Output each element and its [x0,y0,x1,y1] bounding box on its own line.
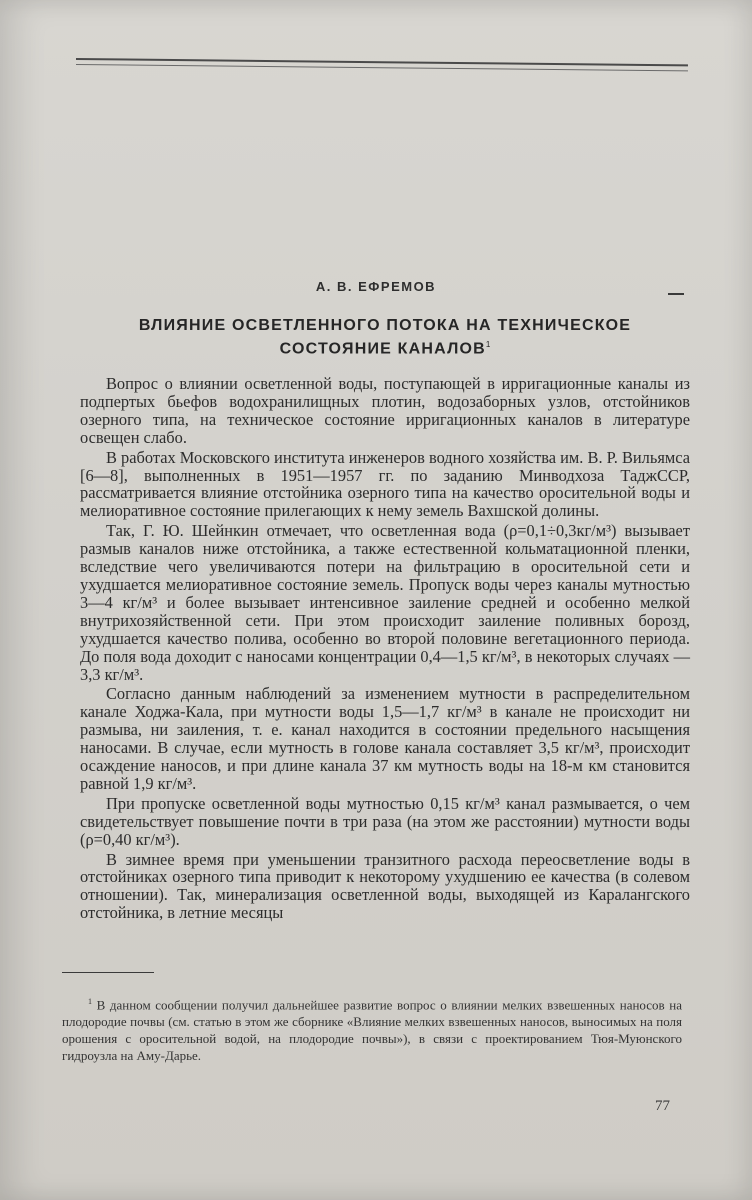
article-author: А. В. ЕФРЕМОВ [315,279,437,294]
page-number: 77 [655,1098,670,1114]
paragraph: Вопрос о влиянии осветленной воды, поступающей в ирригационные каналы из подпертых бьефов водохранилищных плотин, водозаборных узлов, отстойников озерного типа, на техническое состояние ирригационных каналов в литературе освещен слабо. [80,374,690,447]
paragraph: В работах Московского института инженеров водного хозяйства им. В. Р. Вильямса [6—8], выполненных в 1951—1957 гг. по заданию Минводхоза ТаджССР, рассматривается влияние отстойника озерного типа на качество оросительной воды и мелиоративное состояние прилегающих к нему земель Вахшской долины. [80,447,690,521]
title-line-1: ВЛИЯНИЕ ОСВЕТЛЕННОГО ПОТОКА НА ТЕХНИЧЕСКОЕ [138,317,632,334]
paragraph: Так, Г. Ю. Шейнкин отмечает, что осветленная вода (ρ=0,1÷0,3кг/м³) вызывает размыв каналов ниже отстойника, а также естественной кольматационной пленки, вследствие чего увеличиваются потери на фильтрацию в оросительной сети и ухудшается мелиоративное состояние земель. Пропуск воды через каналы мутностью 3—4 кг/м³ и более вызывает интенсивное заиление средней и особенно мелкой внутрихозяйственной сети. При этом происходит заиление поливных борозд, ухудшается качество полива, особенно во второй половине вегетационного периода. До поля вода доходит с наносами концентрации 0,4—1,5 кг/м³, в некоторых случаях — 3,3 кг/м³. [80,521,690,684]
title-line-2 [90,335,680,358]
article-body [80,375,690,922]
margin-dash [668,293,684,295]
footnote-mark: 1 [88,997,92,1006]
paragraph: При пропуске осветленной воды мутностью 0,15 кг/м³ канал размывается, о чем свидетельствует повышение почти в три раза (на этом же расстоянии) мутности воды (ρ=0,40 кг/м³). [80,793,690,849]
footnote [62,993,682,1064]
title-line-2-text: СОСТОЯНИЕ КАНАЛОВ [279,340,486,358]
footnote-rule [62,972,154,973]
article-title [90,316,680,358]
paragraph: В зимнее время при уменьшении транзитного расхода переосветление воды в отстойниках озерного типа приводит к некоторому ухудшению ее качества (в солевом отношении). Так, минерализация осветленной воды, выходящей из Каралангского отстойника, в летние месяцы [80,849,690,923]
paragraph: Согласно данным наблюдений за изменением мутности в распределительном канале Ходжа-Кала, при мутности воды 1,5—1,7 кг/м³ в канале не происходит ни размыва, ни заиления, т. е. канал находится в состоянии предельного насыщения наносами. В случае, если мутность в голове канала составляет 3,5 кг/м³, происходит осаждение наносов, и при длине канала 37 км мутность воды на 18-м км становится равной 1,9 кг/м³. [80,684,690,793]
footnote-text: В данном сообщении получил дальнейшее развитие вопрос о влиянии мелких взвешенных наносов на плодородие почвы (см. статью в этом же сборнике «Влияние мелких взвешенных наносов, выносимых на поля орошения с оросительной водой, на плодородие почвы»), в связи с проектированием Тюя-Муюнского гидроузла на Аму-Дарье. [62,997,683,1064]
title-footnote-mark: 1 [485,340,491,349]
